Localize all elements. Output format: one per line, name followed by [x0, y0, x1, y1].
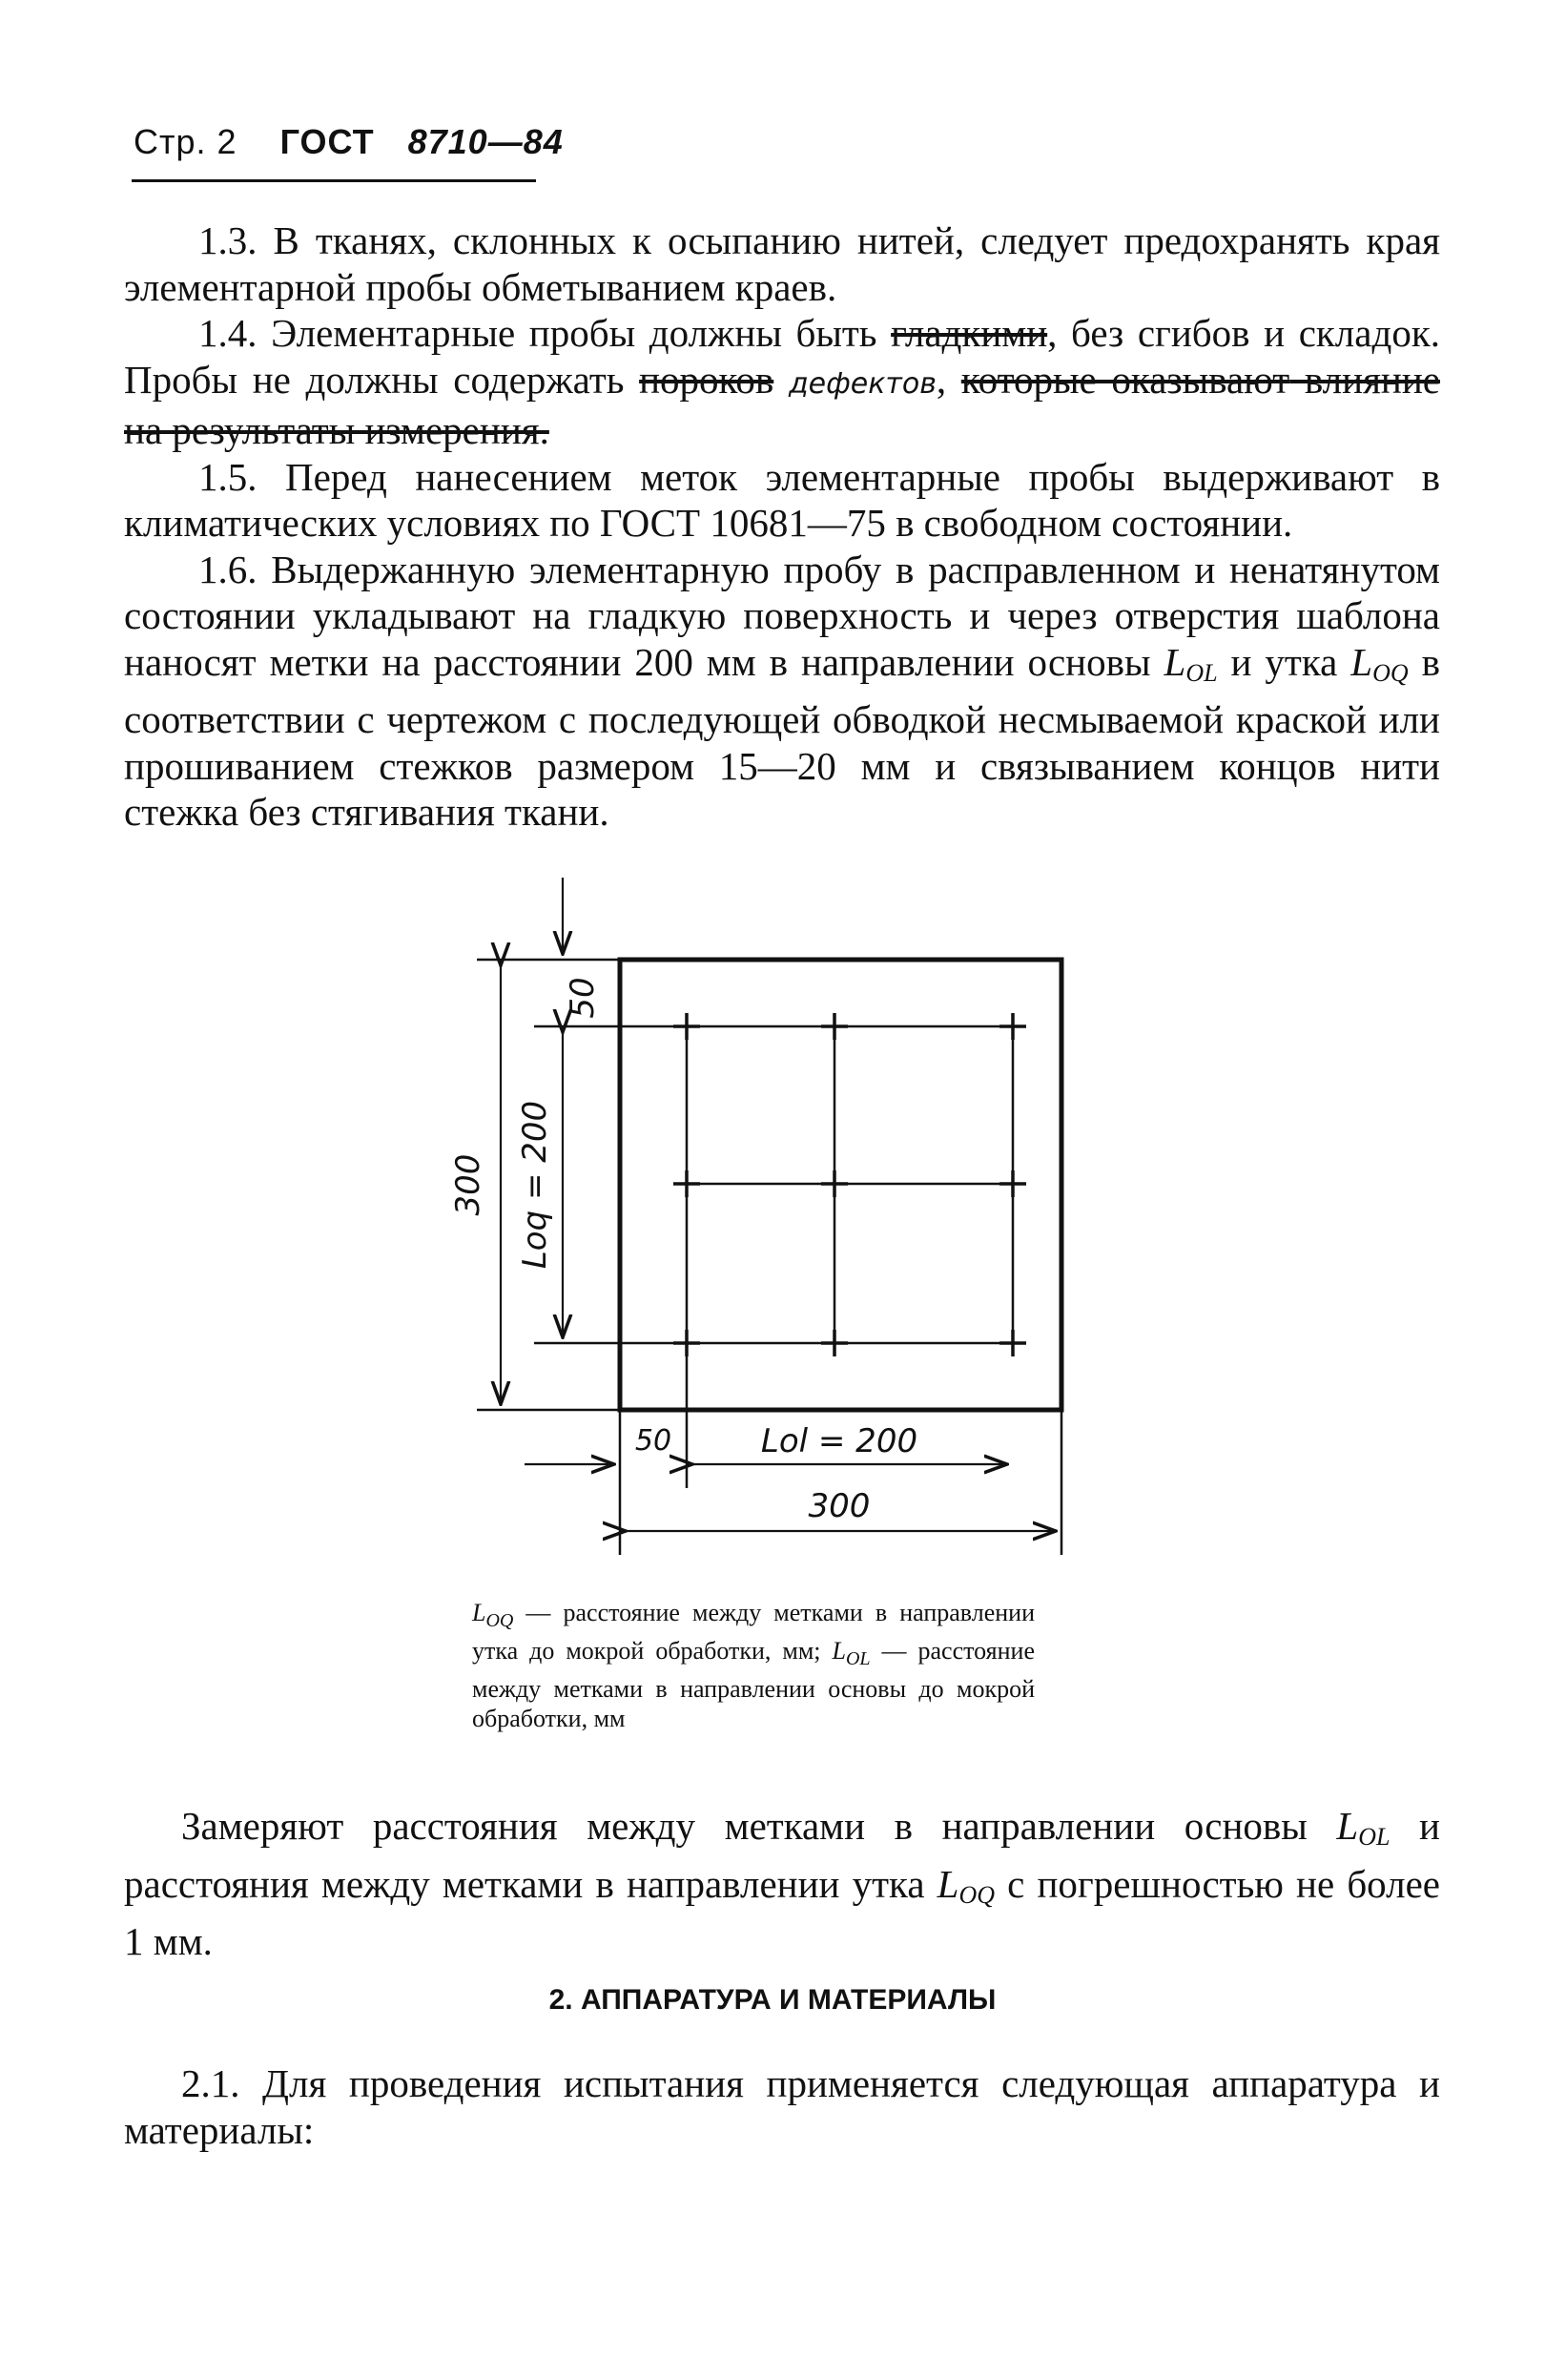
clause-1-6-text: и утка	[1217, 639, 1351, 684]
dim-300-horizontal: 300	[808, 1487, 871, 1525]
clauses-block	[124, 217, 1440, 836]
clause-1-6-text: 1.6. Выдержанную элементарную пробу в расправленном и ненатянутом состоянии укладывают на гладкую поверхность и через отверстия шаблона наносят метки на расстоянии 200 мм в направлении основы	[124, 547, 1440, 684]
measurement-paragraph	[124, 1803, 1440, 1965]
header-rule	[132, 179, 536, 182]
clause-1-4-text: , без сгибов и складок. Пробы не должны содержать	[124, 311, 1440, 402]
struck-word: пороков	[639, 357, 774, 402]
symbol-l: L	[832, 1637, 846, 1665]
subscript-ol: OL	[845, 1648, 871, 1669]
sample-drawing	[410, 878, 1097, 1564]
mark-grid	[687, 1026, 1013, 1343]
section-title: 2. АППАРАТУРА И МАТЕРИАЛЫ	[548, 1984, 997, 2016]
measurement-text: с погрешностью не более 1 мм.	[124, 1861, 1440, 1963]
subscript-oq: OQ	[485, 1610, 514, 1631]
caption-text: — расстояние между метками в направлении основы до мокрой обработки, мм	[472, 1637, 1035, 1732]
measurement-text: Замеряют расстояния между метками в направлении основы	[181, 1804, 1337, 1848]
clause-1-3: 1.3. В тканях, склонных к осыпанию нитей, следует предохранять края элементарной пробы обметыванием краев.	[124, 218, 1440, 309]
clause-1-4-text: ,	[936, 357, 961, 402]
dim-50-horizontal: 50	[634, 1424, 672, 1458]
clause-1-4-text: 1.4. Элементарные пробы должны быть	[198, 311, 892, 355]
section-2-block	[124, 2060, 1440, 2153]
struck-word: гладкими	[891, 311, 1048, 355]
struck-words: которые оказывают	[960, 357, 1290, 402]
clause-1-5: 1.5. Перед нанесением меток элементарные пробы выдерживают в климатических условиях по ГОСТ 10681—75 в свободном состоянии.	[124, 454, 1440, 545]
page-header	[134, 122, 564, 162]
subscript-oq: OQ	[958, 1880, 996, 1909]
handwritten-correction: дефектов	[788, 366, 937, 401]
dim-lol-horizontal: Lol = 200	[760, 1422, 918, 1460]
clause-1-4	[124, 310, 1440, 454]
subscript-oq: OQ	[1372, 658, 1409, 687]
caption-text: — расстояние между метками в направлении утка до мокрой обработки, мм;	[472, 1599, 1035, 1665]
dim-loq-vertical: Loq = 200	[516, 1100, 554, 1270]
symbol-l: L	[1350, 639, 1373, 684]
standard-label: ГОСТ	[279, 122, 375, 161]
page-number: Стр. 2	[134, 122, 237, 161]
dim-300-vertical: 300	[449, 1153, 487, 1216]
figure-caption	[472, 1598, 1035, 1733]
subscript-ol: OL	[1358, 1823, 1390, 1851]
struck-words: влияние на результаты измерения.	[124, 357, 1441, 452]
measurement-text: и расстояния между метками в направлении утка	[124, 1804, 1440, 1906]
symbol-l: L	[937, 1861, 959, 1906]
clause-1-6	[124, 547, 1440, 836]
standard-number: 8710—84	[407, 122, 564, 161]
symbol-l: L	[1336, 1804, 1359, 1848]
symbol-l: L	[1164, 639, 1186, 684]
symbol-l: L	[472, 1599, 486, 1626]
measurement-block	[124, 1803, 1440, 1965]
clause-2-1: 2.1. Для проведения испытания применяется следующая аппаратура и материалы:	[124, 2061, 1440, 2152]
clause-1-6-text: в соответствии с чертежом с последующей обводкой несмываемой краской или прошиванием стежков размером 15—20 мм и связыванием концов нити стежка без стягивания ткани.	[124, 639, 1440, 834]
dim-50-vertical: 50	[564, 977, 602, 1019]
subscript-ol: OL	[1185, 658, 1218, 687]
